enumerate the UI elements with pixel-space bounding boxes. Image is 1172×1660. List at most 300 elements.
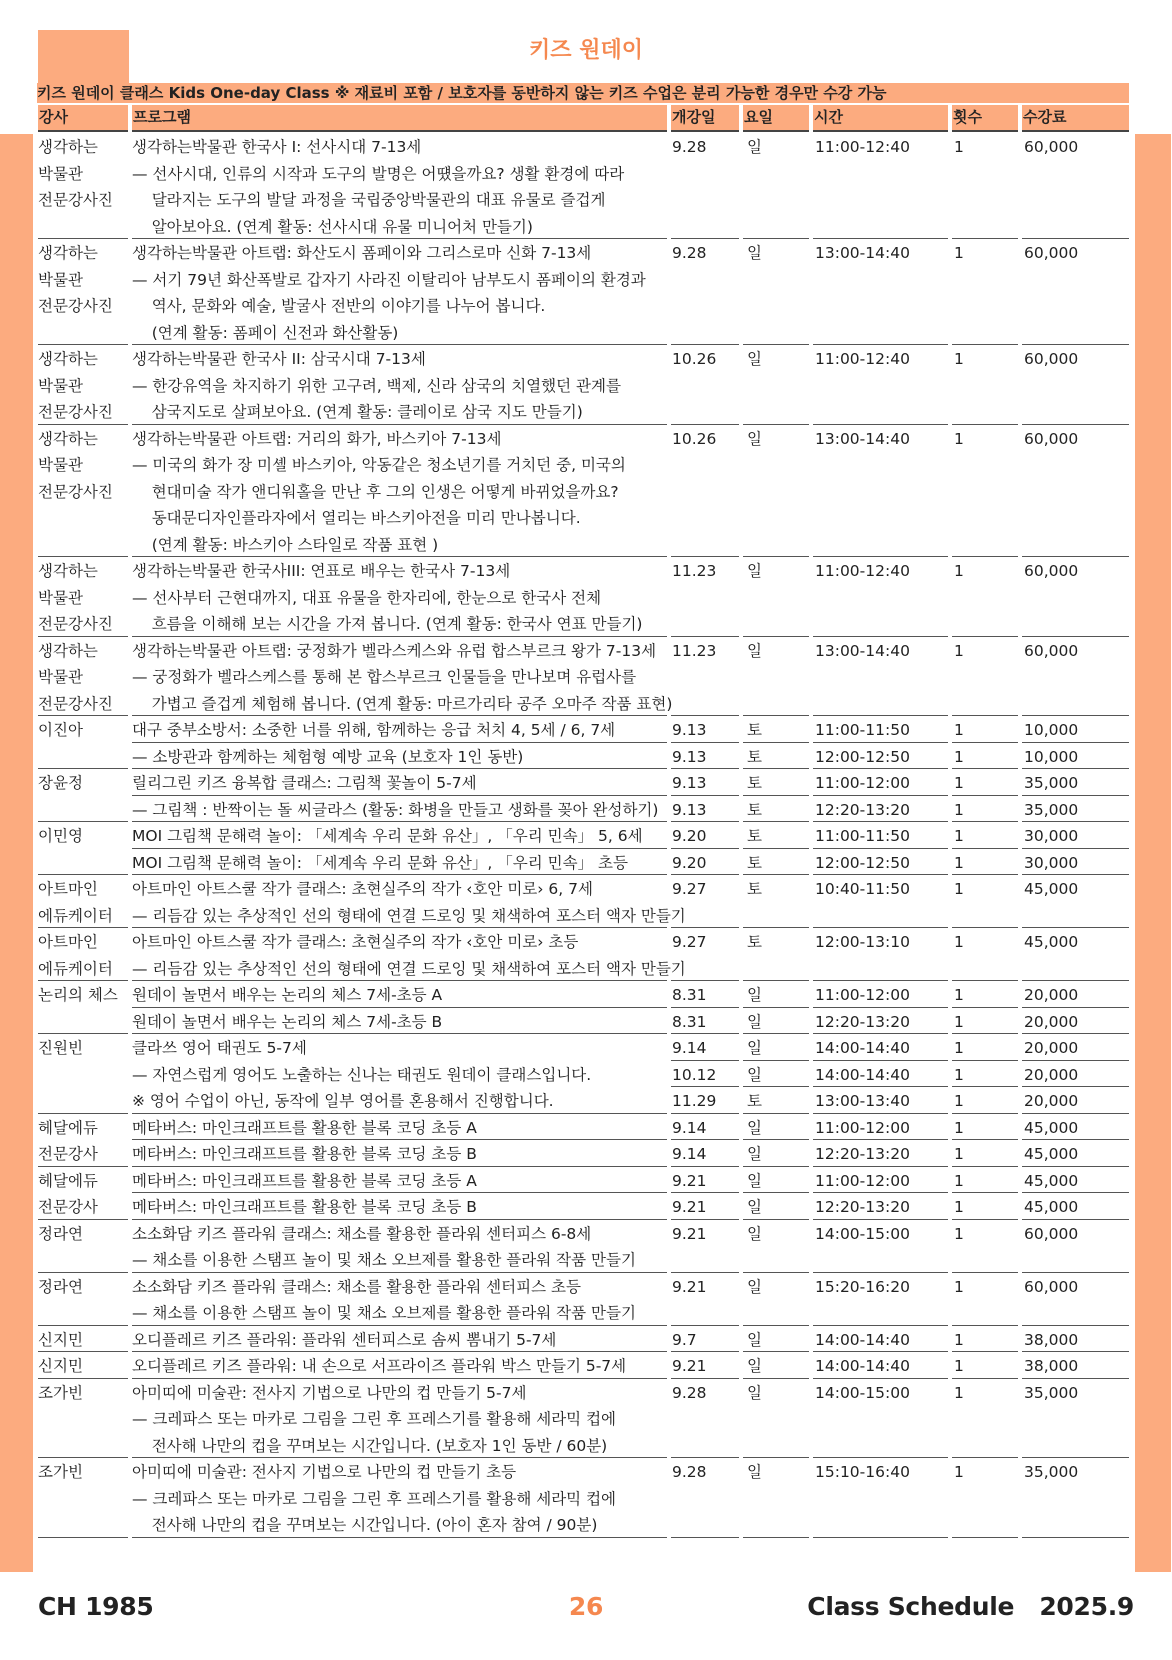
class-time: 14:00-14:40 [815, 1065, 910, 1084]
group-separator [132, 874, 667, 875]
group-separator [38, 768, 128, 769]
instructor-name: 박물관 [38, 270, 83, 289]
tuition-fee: 45,000 [1024, 880, 1079, 898]
group-separator [132, 980, 667, 981]
group-separator [1022, 768, 1129, 769]
group-separator [813, 1537, 948, 1538]
group-separator [813, 768, 948, 769]
tuition-fee: 45,000 [1024, 1198, 1079, 1216]
weekday: 일 [747, 1330, 762, 1349]
group-separator [952, 1457, 1018, 1458]
tuition-fee: 20,000 [1024, 1092, 1079, 1110]
session-count: 1 [954, 774, 964, 792]
group-separator [952, 715, 1018, 716]
group-separator [952, 1219, 1018, 1220]
session-count: 1 [954, 827, 964, 845]
session-count: 1 [954, 350, 964, 368]
row-separator [1022, 848, 1129, 849]
weekday: 토 [747, 800, 762, 819]
instructor-name: 신지민 [38, 1357, 83, 1375]
group-separator [743, 636, 809, 637]
group-separator [38, 1351, 128, 1352]
group-separator [38, 715, 128, 716]
group-separator [132, 1033, 667, 1034]
group-separator [671, 874, 739, 875]
session-count: 1 [954, 1463, 964, 1481]
program-title: 소소화담 키즈 플라워 클래스: 채소를 활용한 플라워 센터피스 6-8세 [132, 1224, 592, 1243]
start-date: 9.21 [672, 1277, 707, 1296]
program-title: 메타버스: 마인크래프트를 활용한 블록 코딩 초등 B [132, 1145, 477, 1163]
instructor-name: 전문강사진 [38, 403, 113, 421]
row-separator [671, 848, 739, 849]
class-time: 10:40-11:50 [815, 880, 910, 898]
session-count: 1 [954, 562, 964, 580]
row-separator [813, 848, 948, 849]
class-time: 12:00-12:50 [815, 747, 910, 766]
weekday: 토 [747, 880, 762, 898]
group-separator [952, 1033, 1018, 1034]
tuition-fee: 35,000 [1024, 1383, 1079, 1402]
group-separator [743, 874, 809, 875]
tuition-fee: 30,000 [1024, 827, 1079, 845]
group-separator [38, 1378, 128, 1379]
group-separator [671, 1113, 739, 1114]
group-separator [38, 927, 128, 928]
weekday: 일 [747, 1145, 762, 1163]
group-separator [743, 1457, 809, 1458]
start-date: 9.28 [672, 1383, 707, 1402]
weekday: 토 [747, 747, 762, 766]
instructor-name: 박물관 [38, 376, 83, 395]
class-time: 11:00-11:50 [815, 721, 910, 739]
start-date: 10.26 [672, 429, 717, 448]
row-separator [743, 795, 809, 796]
program-description: 가볍고 즐겁게 체험해 봅니다. (연계 활동: 마르가리타 공주 오마주 작품 표현) [132, 694, 673, 713]
header-instructor: 강사 [38, 105, 128, 132]
instructor-name: 박물관 [38, 588, 83, 607]
tuition-fee: 45,000 [1024, 933, 1079, 951]
program-description: 전사해 나만의 컵을 꾸며보는 시간입니다. (아이 혼자 참여 / 90분) [132, 1516, 598, 1534]
session-count: 1 [954, 1198, 964, 1216]
row-separator [743, 1007, 809, 1008]
group-separator [952, 424, 1018, 425]
program-title: 클라쓰 영어 태권도 5-7세 [132, 1039, 307, 1057]
row-separator [671, 1139, 739, 1140]
start-date: 9.14 [672, 1145, 707, 1163]
group-separator [952, 874, 1018, 875]
group-separator [1022, 238, 1129, 239]
program-description: (연계 활동: 폼페이 신전과 화산활동) [132, 323, 399, 342]
group-separator [743, 1272, 809, 1273]
group-separator [671, 1537, 739, 1538]
session-count: 1 [954, 721, 964, 739]
row-separator [813, 1139, 948, 1140]
row-separator [132, 1192, 667, 1193]
class-time: 12:20-13:20 [815, 1145, 910, 1163]
instructor-name: 진원빈 [38, 1039, 83, 1057]
instructor-name: 생각하는 [38, 350, 98, 368]
start-date: 9.14 [672, 1039, 707, 1057]
start-date: 10.12 [672, 1065, 717, 1084]
class-time: 15:10-16:40 [815, 1463, 910, 1481]
instructor-name: 전문강사 [38, 1198, 98, 1216]
group-separator [1022, 1537, 1129, 1538]
row-separator [671, 742, 739, 743]
program-description: 역사, 문화와 예술, 발굴사 전반의 이야기를 나누어 봅니다. [132, 297, 546, 315]
page-title: 키즈 원데이 [529, 38, 643, 63]
group-separator [952, 1537, 1018, 1538]
session-count: 1 [954, 1383, 964, 1402]
tuition-fee: 60,000 [1024, 562, 1079, 580]
tuition-fee: 20,000 [1024, 1065, 1079, 1084]
tuition-fee: 20,000 [1024, 1039, 1079, 1057]
group-separator [671, 1351, 739, 1352]
group-separator [1022, 1219, 1129, 1220]
weekday: 일 [747, 1383, 762, 1402]
group-separator [132, 1272, 667, 1273]
group-separator [813, 424, 948, 425]
header-program: 프로그램 [132, 105, 667, 132]
program-title: 생각하는박물관 한국사III: 연표로 배우는 한국사 7-13세 [132, 562, 511, 580]
row-separator [743, 1086, 809, 1087]
group-separator [38, 238, 128, 239]
group-separator [671, 556, 739, 557]
group-separator [132, 424, 667, 425]
start-date: 9.13 [672, 800, 707, 819]
group-separator [952, 1351, 1018, 1352]
group-separator [671, 636, 739, 637]
start-date: 9.14 [672, 1118, 707, 1137]
weekday: 일 [747, 1277, 762, 1296]
row-separator [671, 1007, 739, 1008]
weekday: 일 [747, 1463, 762, 1481]
group-separator [671, 424, 739, 425]
instructor-name: 에듀케이터 [38, 906, 113, 925]
weekday: 토 [747, 1092, 762, 1110]
group-separator [743, 1325, 809, 1326]
group-separator [952, 1378, 1018, 1379]
program-title: — 자연스럽게 영어도 노출하는 신나는 태권도 원데이 클래스입니다. [132, 1065, 592, 1084]
row-separator [743, 1060, 809, 1061]
program-description: 흐름을 이해해 보는 시간을 가져 봅니다. (연계 활동: 한국사 연표 만들기) [132, 615, 643, 633]
start-date: 9.21 [672, 1224, 707, 1243]
group-separator [1022, 344, 1129, 345]
row-separator [743, 1139, 809, 1140]
row-separator [671, 1192, 739, 1193]
group-separator [38, 1219, 128, 1220]
start-date: 9.28 [672, 138, 707, 156]
instructor-name: 신지민 [38, 1330, 83, 1349]
row-separator [1022, 1086, 1129, 1087]
group-separator [132, 1166, 667, 1167]
start-date: 9.20 [672, 853, 707, 872]
start-date: 9.21 [672, 1198, 707, 1216]
weekday: 토 [747, 774, 762, 792]
group-separator [813, 1219, 948, 1220]
category-banner: 키즈 원데이 클래스 Kids One-day Class ※ 재료비 포함 / 보호자를 동반하지 않는 키즈 수업은 분리 가능한 경우만 수강 가능 [37, 83, 1129, 103]
group-separator [743, 1351, 809, 1352]
header-count: 횟수 [952, 105, 1018, 132]
instructor-name: 박물관 [38, 456, 83, 474]
group-separator [743, 821, 809, 822]
instructor-name: 정라연 [38, 1224, 83, 1243]
row-separator [952, 742, 1018, 743]
class-time: 14:00-15:00 [815, 1224, 910, 1243]
session-count: 1 [954, 747, 964, 766]
program-description: — 리듬감 있는 추상적인 선의 형태에 연결 드로잉 및 채색하여 포스터 액자 만들기 [132, 959, 686, 978]
instructor-name: 생각하는 [38, 562, 98, 580]
program-description: — 궁정화가 벨라스케스를 통해 본 합스부르크 인물들을 만나보며 유럽사를 [132, 668, 637, 686]
row-separator [813, 1007, 948, 1008]
row-separator [813, 742, 948, 743]
group-separator [1022, 1351, 1129, 1352]
instructor-name: 박물관 [38, 668, 83, 686]
weekday: 토 [747, 827, 762, 845]
footer-brand: CH 1985 [38, 1592, 154, 1621]
class-time: 12:00-12:50 [815, 853, 910, 872]
row-separator [743, 742, 809, 743]
row-separator [952, 1192, 1018, 1193]
group-separator [132, 636, 667, 637]
class-time: 14:00-14:40 [815, 1039, 910, 1057]
group-separator [952, 821, 1018, 822]
program-description: 알아보아요. (연계 활동: 선사시대 유물 미니어처 만들기) [132, 217, 533, 236]
group-separator [671, 1325, 739, 1326]
group-separator [132, 1537, 667, 1538]
class-time: 15:20-16:20 [815, 1277, 910, 1296]
group-separator [813, 636, 948, 637]
class-time: 13:00-14:40 [815, 641, 910, 660]
group-separator [671, 1219, 739, 1220]
group-separator [952, 1325, 1018, 1326]
class-time: 11:00-12:00 [815, 774, 910, 792]
group-separator [813, 1457, 948, 1458]
tuition-fee: 10,000 [1024, 721, 1079, 739]
row-separator [1022, 1007, 1129, 1008]
tuition-fee: 60,000 [1024, 1224, 1079, 1243]
group-separator [1022, 821, 1129, 822]
row-separator [813, 795, 948, 796]
program-description: 달라지는 도구의 발달 과정을 국립중앙박물관의 대표 유물로 즐겁게 [132, 191, 606, 209]
session-count: 1 [954, 429, 964, 448]
group-separator [132, 556, 667, 557]
class-time: 11:00-12:40 [815, 138, 910, 156]
group-separator [1022, 1272, 1129, 1273]
program-description: 현대미술 작가 앤디워홀을 만난 후 그의 인생은 어떻게 바뀌었을까요? [132, 482, 619, 501]
tuition-fee: 35,000 [1024, 800, 1079, 819]
program-title: 생각하는박물관 한국사 I: 선사시대 7-13세 [132, 138, 422, 156]
group-separator [813, 980, 948, 981]
group-separator [671, 1166, 739, 1167]
group-separator [743, 715, 809, 716]
group-separator [1022, 927, 1129, 928]
program-description: — 크레파스 또는 마카로 그림을 그린 후 프레스기를 활용해 세라믹 컵에 [132, 1410, 617, 1428]
group-separator [132, 344, 667, 345]
row-separator [952, 1060, 1018, 1061]
instructor-name: 에듀케이터 [38, 959, 113, 978]
group-separator [132, 1113, 667, 1114]
weekday: 일 [747, 1012, 762, 1031]
group-separator [38, 1166, 128, 1167]
instructor-name: 전문강사진 [38, 694, 113, 713]
group-separator [813, 1378, 948, 1379]
group-separator [132, 1325, 667, 1326]
instructor-name: 생각하는 [38, 641, 98, 660]
tuition-fee: 60,000 [1024, 350, 1079, 368]
group-separator [1022, 980, 1129, 981]
instructor-name: 생각하는 [38, 429, 98, 448]
program-description: (연계 활동: 바스키아 스타일로 작품 표현 ) [132, 535, 439, 554]
session-count: 1 [954, 880, 964, 898]
group-separator [38, 1457, 128, 1458]
session-count: 1 [954, 1330, 964, 1349]
instructor-name: 생각하는 [38, 244, 98, 262]
program-title: 아미띠에 미술관: 전사지 기법으로 나만의 컵 만들기 5-7세 [132, 1383, 527, 1402]
instructor-name: 전문강사진 [38, 297, 113, 315]
class-time: 11:00-12:00 [815, 1118, 910, 1137]
group-separator [38, 874, 128, 875]
row-separator [671, 1086, 739, 1087]
session-count: 1 [954, 1012, 964, 1031]
start-date: 9.28 [672, 244, 707, 262]
start-date: 9.20 [672, 827, 707, 845]
session-count: 1 [954, 1145, 964, 1163]
group-separator [1022, 636, 1129, 637]
weekday: 일 [747, 562, 762, 580]
program-description: — 채소를 이용한 스탬프 놀이 및 채소 오브제를 활용한 플라워 작품 만들기 [132, 1304, 636, 1322]
program-title: 아미띠에 미술관: 전사지 기법으로 나만의 컵 만들기 초등 [132, 1463, 517, 1481]
instructor-name: 논리의 체스 [38, 986, 118, 1004]
class-time: 12:20-13:20 [815, 1012, 910, 1031]
program-title: 아트마인 아트스쿨 작가 클래스: 초현실주의 작가 ‹호안 미로› 6, 7세 [132, 880, 593, 898]
group-separator [132, 821, 667, 822]
row-separator [952, 795, 1018, 796]
group-separator [671, 1378, 739, 1379]
class-time: 13:00-14:40 [815, 244, 910, 262]
tuition-fee: 60,000 [1024, 138, 1079, 156]
row-separator [813, 1086, 948, 1087]
group-separator [813, 927, 948, 928]
start-date: 11.29 [672, 1092, 717, 1110]
group-separator [1022, 1113, 1129, 1114]
group-separator [813, 1113, 948, 1114]
session-count: 1 [954, 933, 964, 951]
program-title: ※ 영어 수업이 아닌, 동작에 일부 영어를 혼용해서 진행합니다. [132, 1092, 554, 1110]
weekday: 일 [747, 1224, 762, 1243]
group-separator [1022, 1166, 1129, 1167]
group-separator [132, 1378, 667, 1379]
group-separator [671, 715, 739, 716]
header-fee: 수강료 [1022, 105, 1129, 132]
tuition-fee: 60,000 [1024, 1277, 1079, 1296]
tuition-fee: 60,000 [1024, 244, 1079, 262]
session-count: 1 [954, 853, 964, 872]
group-separator [671, 344, 739, 345]
group-separator [813, 1272, 948, 1273]
instructor-name: 전문강사진 [38, 615, 113, 633]
start-date: 8.31 [672, 1012, 707, 1031]
group-separator [952, 980, 1018, 981]
row-separator [813, 1060, 948, 1061]
program-title: 생각하는박물관 아트랩: 화산도시 폼페이와 그리스로마 신화 7-13세 [132, 244, 592, 262]
group-separator [671, 1272, 739, 1273]
group-separator [743, 768, 809, 769]
weekday: 일 [747, 429, 762, 448]
group-separator [671, 1033, 739, 1034]
weekday: 일 [747, 986, 762, 1004]
session-count: 1 [954, 1118, 964, 1137]
start-date: 9.28 [672, 1463, 707, 1481]
instructor-name: 전문강사진 [38, 191, 113, 209]
instructor-name: 조가빈 [38, 1463, 83, 1481]
group-separator [132, 238, 667, 239]
class-time: 11:00-11:50 [815, 827, 910, 845]
tuition-fee: 38,000 [1024, 1357, 1079, 1375]
weekday: 토 [747, 853, 762, 872]
class-time: 14:00-14:40 [815, 1330, 910, 1349]
group-separator [132, 1351, 667, 1352]
tuition-fee: 60,000 [1024, 429, 1079, 448]
group-separator [38, 1033, 128, 1034]
program-description: — 미국의 화가 장 미셸 바스키아, 악동같은 청소년기를 거치던 중, 미국의 [132, 456, 626, 474]
row-separator [1022, 795, 1129, 796]
group-separator [743, 1378, 809, 1379]
instructor-name: 아트마인 [38, 880, 98, 898]
group-separator [38, 980, 128, 981]
row-separator [1022, 1060, 1129, 1061]
session-count: 1 [954, 1065, 964, 1084]
program-description: — 채소를 이용한 스탬프 놀이 및 채소 오브제를 활용한 플라워 작품 만들기 [132, 1251, 636, 1269]
group-separator [671, 238, 739, 239]
class-time: 12:20-13:20 [815, 800, 910, 819]
row-separator [743, 848, 809, 849]
program-title: 릴리그린 키즈 융복합 클래스: 그림책 꽃놀이 5-7세 [132, 774, 477, 792]
tuition-fee: 10,000 [1024, 747, 1079, 766]
program-description: — 한강유역을 차지하기 위한 고구려, 백제, 신라 삼국의 치열했던 관계를 [132, 376, 621, 395]
group-separator [38, 636, 128, 637]
session-count: 1 [954, 138, 964, 156]
program-description: — 리듬감 있는 추상적인 선의 형태에 연결 드로잉 및 채색하여 포스터 액자 만들기 [132, 906, 686, 925]
group-separator [743, 927, 809, 928]
group-separator [952, 636, 1018, 637]
group-separator [952, 1272, 1018, 1273]
program-title: 오디플레르 키즈 플라워: 내 손으로 서프라이즈 플라워 박스 만들기 5-7세 [132, 1357, 627, 1375]
page-number: 26 [568, 1592, 604, 1621]
group-separator [38, 556, 128, 557]
group-separator [813, 715, 948, 716]
group-separator [743, 1033, 809, 1034]
row-separator [813, 1192, 948, 1193]
group-separator [952, 927, 1018, 928]
instructor-name: 전문강사 [38, 1145, 98, 1163]
program-title: 아트마인 아트스쿨 작가 클래스: 초현실주의 작가 ‹호안 미로› 초등 [132, 933, 579, 951]
group-separator [1022, 1457, 1129, 1458]
program-description: 삼국지도로 살펴보아요. (연계 활동: 클레이로 삼국 지도 만들기) [132, 403, 583, 421]
program-title: 생각하는박물관 아트랩: 거리의 화가, 바스키아 7-13세 [132, 429, 502, 448]
session-count: 1 [954, 641, 964, 660]
program-title: 메타버스: 마인크래프트를 활용한 블록 코딩 초등 B [132, 1198, 477, 1216]
group-separator [38, 1325, 128, 1326]
row-separator [132, 1007, 667, 1008]
group-separator [132, 1457, 667, 1458]
program-description: — 크레파스 또는 마카로 그림을 그린 후 프레스기를 활용해 세라믹 컵에 [132, 1489, 617, 1508]
group-separator [952, 344, 1018, 345]
weekday: 일 [747, 1039, 762, 1057]
start-date: 9.27 [672, 880, 707, 898]
class-time: 13:00-13:40 [815, 1092, 910, 1110]
group-separator [1022, 424, 1129, 425]
session-count: 1 [954, 1277, 964, 1296]
